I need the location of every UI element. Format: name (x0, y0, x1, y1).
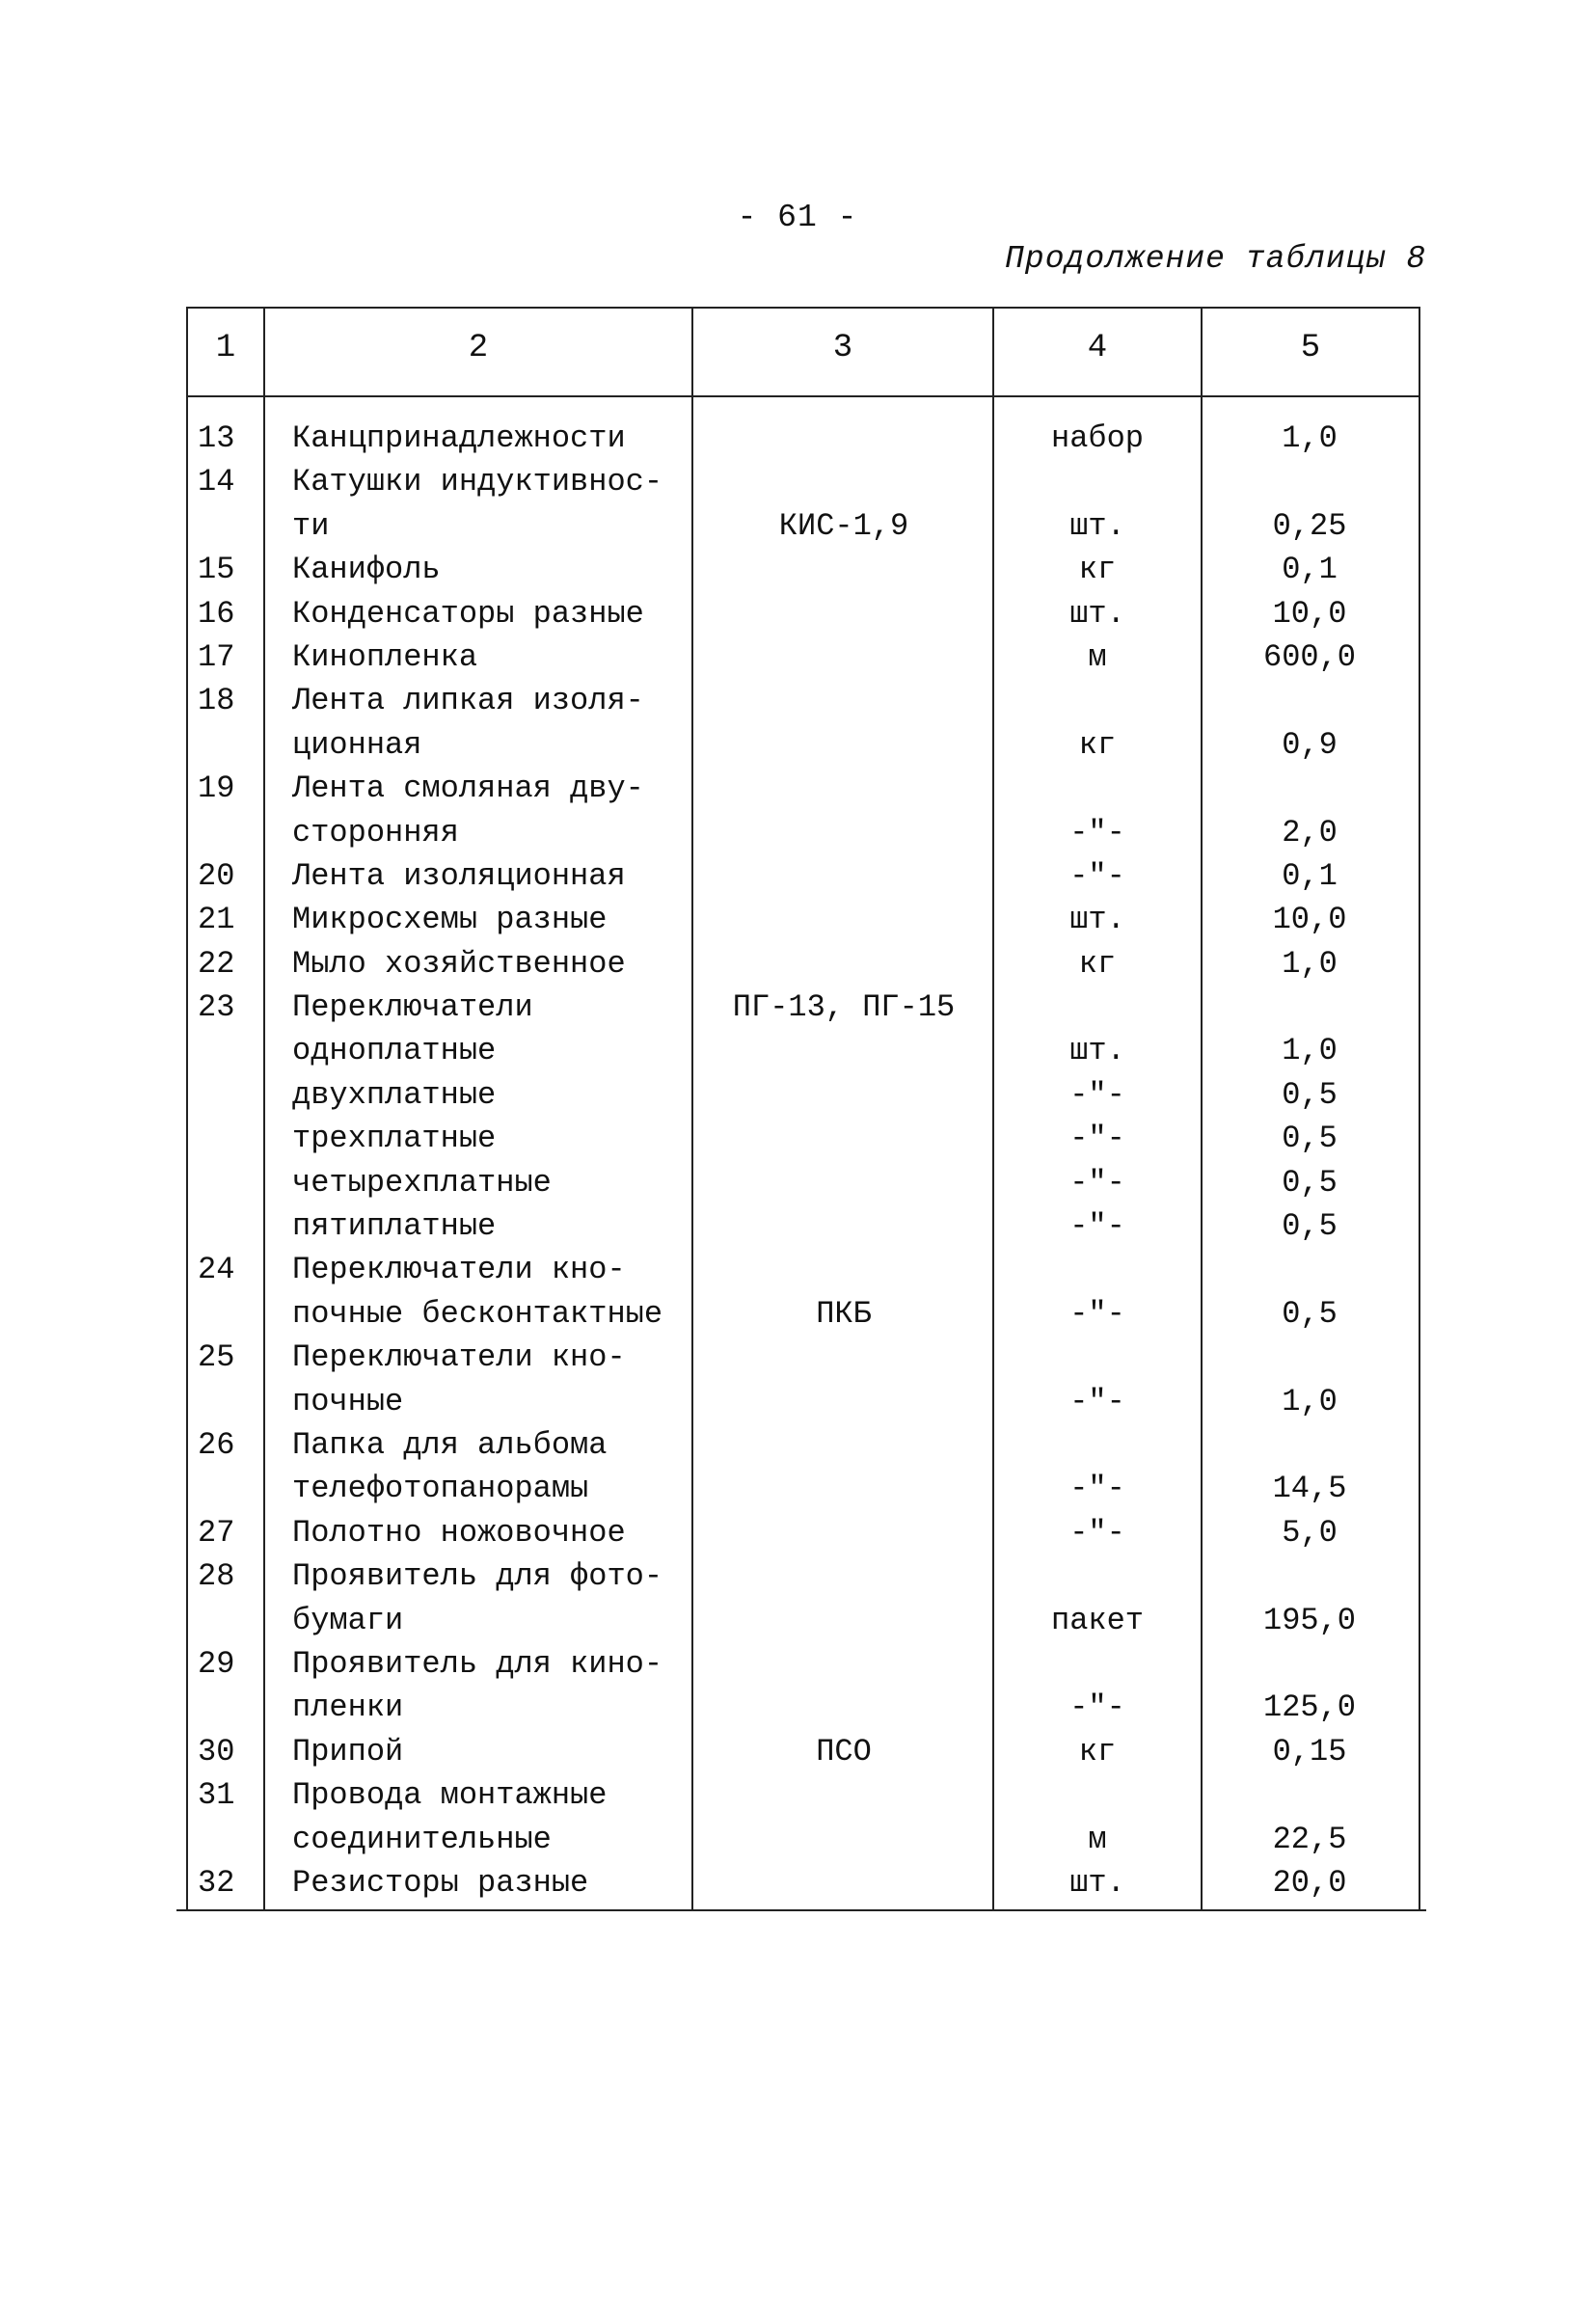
cell-spec: ПКБ (816, 1295, 872, 1332)
cell-unit: кг (1078, 945, 1117, 982)
table-caption: Продолжение таблицы 8 (1005, 241, 1426, 277)
cell-unit: -"- (1069, 1208, 1125, 1245)
cell-number: 23 (198, 989, 235, 1026)
header-col-1: 1 (215, 330, 236, 366)
cell-quantity: 0,5 (1282, 1208, 1338, 1245)
cell-unit: -"- (1069, 1383, 1125, 1419)
cell-name: Микросхемы разные (292, 902, 608, 938)
table-row (188, 679, 1419, 722)
cell-quantity: 0,5 (1282, 1295, 1338, 1332)
cell-quantity: 10,0 (1272, 595, 1347, 632)
cell-quantity: 125,0 (1262, 1689, 1356, 1726)
header-divider (188, 395, 1419, 397)
cell-name: бумаги (292, 1602, 404, 1638)
cell-quantity: 1,0 (1282, 1383, 1338, 1419)
table-row (188, 898, 1419, 941)
table-row (188, 1380, 1419, 1423)
cell-quantity: 0,15 (1272, 1733, 1347, 1770)
cell-quantity: 1,0 (1282, 420, 1338, 456)
table-row (188, 1248, 1419, 1291)
cell-unit: -"- (1069, 1121, 1125, 1157)
cell-unit: -"- (1069, 1295, 1125, 1332)
cell-unit: набор (1050, 420, 1144, 456)
cell-name: почные бесконтактные (292, 1295, 663, 1332)
table-row (188, 1511, 1419, 1554)
header-col-5: 5 (1300, 330, 1321, 366)
cell-name: одноплатные (292, 1033, 497, 1069)
table-row (188, 1029, 1419, 1072)
cell-number: 19 (198, 770, 235, 807)
cell-name: Переключатели кно- (292, 1339, 626, 1376)
cell-unit: шт. (1069, 1033, 1125, 1069)
cell-quantity: 22,5 (1272, 1821, 1347, 1857)
table-row (188, 504, 1419, 548)
table-row (188, 1686, 1419, 1729)
cell-spec: КИС-1,9 (778, 507, 909, 544)
page-number: - 61 - (737, 200, 858, 235)
cell-name: пятиплатные (292, 1208, 497, 1245)
table-row (188, 548, 1419, 591)
table-body (188, 417, 1419, 1905)
cell-number: 26 (198, 1426, 235, 1463)
cell-number: 27 (198, 1514, 235, 1551)
cell-number: 31 (198, 1777, 235, 1814)
cell-quantity: 2,0 (1282, 814, 1338, 851)
cell-quantity: 0,5 (1282, 1164, 1338, 1201)
table-row (188, 417, 1419, 460)
table-row (188, 942, 1419, 986)
table-row (188, 1861, 1419, 1905)
table-row (188, 1773, 1419, 1817)
cell-spec: ПСО (816, 1733, 872, 1770)
cell-name: Припой (292, 1733, 404, 1770)
cell-number: 24 (198, 1252, 235, 1288)
cell-quantity: 14,5 (1272, 1471, 1347, 1507)
cell-number: 21 (198, 902, 235, 938)
cell-name: Катушки индуктивнос- (292, 464, 663, 500)
cell-unit: -"- (1069, 1689, 1125, 1726)
cell-number: 25 (198, 1339, 235, 1376)
cell-quantity: 0,5 (1282, 1076, 1338, 1113)
cell-name: Лента смоляная дву- (292, 770, 644, 807)
table-row (188, 854, 1419, 898)
table-row (188, 1467, 1419, 1510)
cell-name: телефотопанорамы (292, 1471, 589, 1507)
cell-name: трехплатные (292, 1121, 497, 1157)
cell-name: соединительные (292, 1821, 552, 1857)
cell-unit: -"- (1069, 1076, 1125, 1113)
cell-unit: -"- (1069, 857, 1125, 894)
cell-number: 16 (198, 595, 235, 632)
cell-name: Лента изоляционная (292, 857, 626, 894)
cell-unit: -"- (1069, 1514, 1125, 1551)
cell-quantity: 0,1 (1282, 857, 1338, 894)
cell-name: ционная (292, 726, 422, 763)
cell-quantity: 10,0 (1272, 902, 1347, 938)
table-row (188, 723, 1419, 767)
cell-name: Переключатели (292, 989, 533, 1026)
header-col-4: 4 (1087, 330, 1108, 366)
cell-unit: пакет (1050, 1602, 1144, 1638)
table-row (188, 1554, 1419, 1598)
cell-name: Конденсаторы разные (292, 595, 644, 632)
cell-unit: кг (1078, 552, 1117, 588)
header-col-2: 2 (468, 330, 489, 366)
cell-name: Папка для альбома (292, 1426, 608, 1463)
cell-name: сторонняя (292, 814, 459, 851)
cell-number: 30 (198, 1733, 235, 1770)
table-row (188, 1161, 1419, 1204)
table-row (188, 1730, 1419, 1773)
cell-number: 17 (198, 638, 235, 675)
cell-unit: -"- (1069, 1471, 1125, 1507)
cell-unit: шт. (1069, 507, 1125, 544)
cell-name: Проявитель для кино- (292, 1645, 663, 1682)
cell-number: 32 (198, 1864, 235, 1901)
table-row (188, 460, 1419, 503)
table-row (188, 767, 1419, 810)
cell-unit: шт. (1069, 1864, 1125, 1901)
cell-name: Мыло хозяйственное (292, 945, 626, 982)
cell-name: двухплатные (292, 1076, 497, 1113)
cell-number: 20 (198, 857, 235, 894)
cell-unit: -"- (1069, 1164, 1125, 1201)
table-row (188, 1642, 1419, 1686)
cell-number: 15 (198, 552, 235, 588)
cell-quantity: 0,25 (1272, 507, 1347, 544)
table-row (188, 635, 1419, 679)
table-header (188, 330, 1419, 378)
cell-name: Лента липкая изоля- (292, 683, 644, 719)
table-row (188, 1336, 1419, 1379)
table-row (188, 1204, 1419, 1248)
cell-unit: м (1088, 1821, 1107, 1857)
table-row (188, 811, 1419, 854)
cell-number: 13 (198, 420, 235, 456)
cell-name: четырехплатные (292, 1164, 552, 1201)
cell-unit: кг (1078, 1733, 1117, 1770)
table-row (188, 1073, 1419, 1117)
cell-number: 28 (198, 1558, 235, 1595)
cell-number: 22 (198, 945, 235, 982)
cell-quantity: 0,5 (1282, 1121, 1338, 1157)
cell-number: 14 (198, 464, 235, 500)
table-row (188, 1599, 1419, 1642)
cell-unit: кг (1078, 726, 1117, 763)
table-row (188, 1292, 1419, 1336)
cell-name: Полотно ножовочное (292, 1514, 626, 1551)
cell-name: Канифоль (292, 552, 441, 588)
cell-spec: ПГ-13, ПГ-15 (732, 989, 956, 1026)
table-row (188, 1818, 1419, 1861)
cell-quantity: 5,0 (1282, 1514, 1338, 1551)
cell-name: Провода монтажные (292, 1777, 608, 1814)
cell-name: Канцпринадлежности (292, 420, 626, 456)
table-row (188, 592, 1419, 635)
materials-table (186, 307, 1420, 1909)
cell-name: почные (292, 1383, 404, 1419)
cell-name: Проявитель для фото- (292, 1558, 663, 1595)
cell-quantity: 1,0 (1282, 945, 1338, 982)
cell-name: Переключатели кно- (292, 1252, 626, 1288)
cell-name: Резисторы разные (292, 1864, 589, 1901)
table-row (188, 986, 1419, 1029)
cell-number: 29 (198, 1645, 235, 1682)
cell-quantity: 195,0 (1262, 1602, 1356, 1638)
cell-quantity: 0,9 (1282, 726, 1338, 763)
cell-name: ти (292, 507, 330, 544)
cell-number: 18 (198, 683, 235, 719)
cell-unit: шт. (1069, 902, 1125, 938)
cell-quantity: 600,0 (1262, 638, 1356, 675)
header-col-3: 3 (832, 330, 853, 366)
cell-unit: м (1088, 638, 1107, 675)
cell-quantity: 1,0 (1282, 1033, 1338, 1069)
cell-quantity: 0,1 (1282, 552, 1338, 588)
table-row (188, 1117, 1419, 1160)
table-row (188, 1423, 1419, 1467)
cell-name: Кинопленка (292, 638, 478, 675)
cell-unit: -"- (1069, 814, 1125, 851)
cell-quantity: 20,0 (1272, 1864, 1347, 1901)
cell-unit: шт. (1069, 595, 1125, 632)
cell-name: пленки (292, 1689, 404, 1726)
